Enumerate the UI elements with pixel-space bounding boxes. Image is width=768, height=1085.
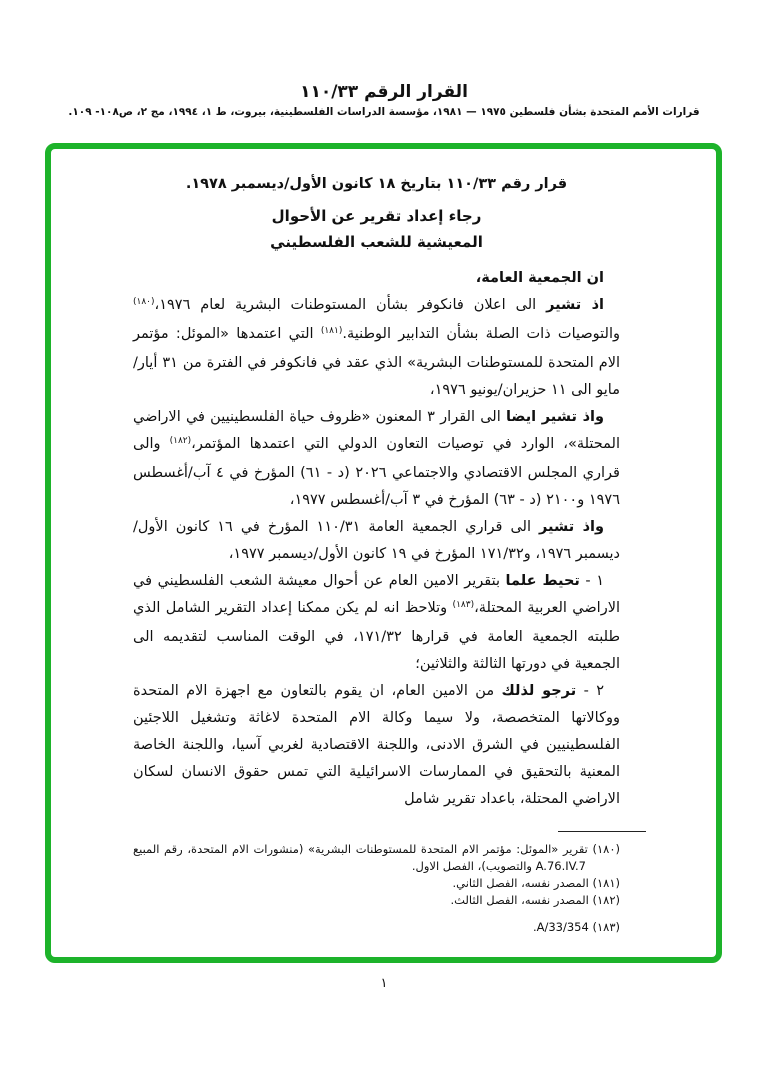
paragraph: واذ تشير ايضا الى القرار ٣ المعنون «ظروف حياة الفلسطينيين في الاراضي المحتلة»، الوارد في توصيات التعاون الدولي التي اعتمدها المؤتمر،$^{(١٨٢)}$ والى قراري المجلس الاقتصادي والاجتماعي ٢٠٢٦ (د - ٦١) المؤرخ في ٤ آب/أغسطس ١٩٧٦ و٢١٠٠ (د - ٦٣) المؤرخ في ٣ آب/أغسطس ١٩٧٧، [133,409,620,508]
footnote: (١٨٢) المصدر نفسه، الفصل الثالث. [450,893,620,907]
footnote: (١٨٣) A/33/354. [532,920,620,934]
paragraph: ان الجمعية العامة، [475,270,604,286]
footnote: (١٨١) المصدر نفسه، الفصل الثاني. [452,876,620,890]
resolution-body [133,265,620,813]
subject-line-1: رجاء إعداد تقرير عن الأحوال [271,207,482,225]
resolution-box [45,143,722,963]
resolution-heading: قرار رقم ١١٠/٣٣ بتاريخ ١٨ كانون الأول/ديسمبر ١٩٧٨. [185,176,568,192]
footnote: (١٨٠) تقرير «الموئل: مؤتمر الام المتحدة للمستوطنات البشرية» (منشورات الام المتحدة، رقم المبيع A.76.IV.7 والتصويب)، الفصل الاول. [133,842,620,873]
resolution-subject [133,203,620,255]
paragraph: واذ تشير الى قراري الجمعية العامة ١١٠/٣١ المؤرخ في ١٦ كانون الأول/ديسمبر ١٩٧٦، و١٧١/٣٢ المؤرخ في ١٩ كانون الأول/ديسمبر ١٩٧٧، [133,519,620,562]
footnotes-list [133,841,620,936]
footnote-separator [558,831,646,832]
document-source-line: قرارات الأمم المتحدة بشأن فلسطين ١٩٧٥ — ١٩٨١، مؤسسة الدراسات الفلسطينية، بيروت، ط ١، ١٩٩٤، مج ٢، ص١٠٨- ١٠٩. [68,106,700,118]
footnote-marker: (١٨٣) [452,600,475,610]
footnote-marker: (١٨١) [320,326,343,336]
document-title: القرار الرقم ١١٠/٣٣ [300,82,468,102]
paragraph: ١ - تحيط علما بتقرير الامين العام عن أحوال معيشة الشعب الفلسطيني في الاراضي العربية المحتلة،$^{(١٨٣)}$ وتلاحظ انه لم يكن ممكنا إعداد التقرير الشامل الذي طلبته الجمعية العامة في قرارها ١٧١/٣٢، في الوقت المناسب لتقديمه الى الجمعية في دورتها الثالثة والثلاثين؛ [133,573,620,672]
paragraph: اذ تشير الى اعلان فانكوفر بشأن المستوطنات البشرية لعام ١٩٧٦،$^{(١٨٠)}$ والتوصيات ذات الصلة بشأن التدابير الوطنية.$^{(١٨١)}$ التي اعتمدها «الموئل: مؤتمر الام المتحدة للمستوطنات البشرية» الذي عقد في فانكوفر في الفترة من ٣١ أيار/مايو الى ١١ حزيران/يونيو ١٩٧٦، [133,297,620,398]
paragraph: ٢ - ترجو لذلك من الامين العام، ان يقوم بالتعاون مع اجهزة الام المتحدة ووكالاتها المتخصصة، ولا سيما وكالة الام المتحدة لاغاثة وتشغيل اللاجئين الفلسطينيين في الشرق الادنى، واللجنة الاقتصادية لغربي آسيا، واللجنة الخاصة المعنية بالتحقيق في الممارسات الاسرائيلية التي تمس حقوق الانسان لسكان الاراضي المحتلة، باعداد تقرير شامل [133,683,620,807]
page-number: ١ [380,976,388,991]
footnote-marker: (١٨٢) [169,436,192,446]
subject-line-2: المعيشية للشعب الفلسطيني [270,233,483,251]
footnote-marker: (١٨٠) [133,297,155,307]
